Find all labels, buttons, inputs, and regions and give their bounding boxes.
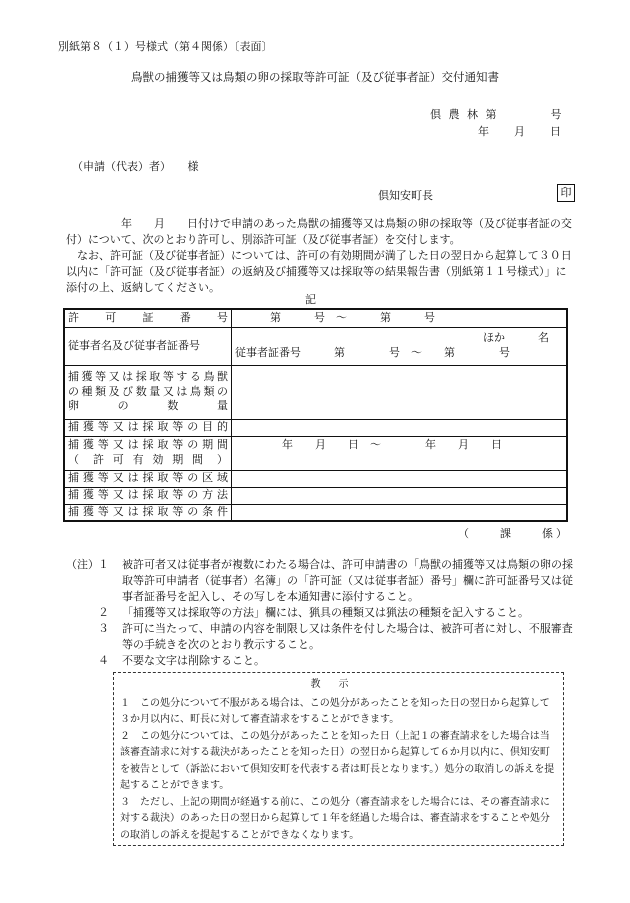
worker-count: ほか 名 xyxy=(483,331,549,345)
species-value xyxy=(232,365,568,419)
document-date: 年 月 日 xyxy=(478,125,562,138)
period-label-line-1: 捕獲等又は採取等の期間 xyxy=(68,438,228,452)
method-value xyxy=(232,487,568,504)
table-row xyxy=(64,487,567,504)
table-row xyxy=(64,470,567,487)
instruction-box xyxy=(113,672,564,846)
purpose-label: 捕獲等又は採取等の目的 xyxy=(64,419,232,436)
period-label xyxy=(64,436,232,470)
instruction-title: 教示 xyxy=(310,679,367,690)
area-label: 捕獲等又は採取等の区域 xyxy=(64,470,232,487)
document-number: 倶 農 林 第 号 xyxy=(430,108,564,121)
note-number: ４ xyxy=(98,654,109,667)
ki-heading: 記 xyxy=(305,293,316,306)
method-label: 捕獲等又は採取等の方法 xyxy=(64,487,232,504)
species-label-char: の xyxy=(117,399,129,413)
note-text: 「捕獲等又は採取等の方法」欄には、猟具の種類又は猟法の種類を記入すること。 xyxy=(122,606,529,619)
species-label-char: 卵 xyxy=(68,399,79,413)
note-text: 許可に当たって、申請の内容を制限し又は条件を付した場合は、被許可者に対し、不服審査等の手続きを次のとおり教示すること。 xyxy=(122,622,573,651)
notes-lead: （注） xyxy=(66,558,99,571)
species-label xyxy=(64,365,232,419)
note-item-1 xyxy=(66,557,576,605)
table-row xyxy=(64,419,567,436)
body-paragraph-2: なお、許可証（及び従事者証）については、許可の有効期間が満了した日の翌日から起算して３０日以内に「許可証（及び従事者証）の返納及び捕獲等又は採取等の結果報告書（別紙第１１号様式）」に添付の上、返納してください。 xyxy=(66,249,572,294)
note-text: 被許可者又は従事者が複数にわたる場合は、許可申請書の「鳥獣の捕獲等又は鳥類の卵の採取等許可申請者（従事者）名簿」の「許可証（又は従事者証）番号」欄に許可証番号又は従事者証番号を記入し、その写しを本通知書に添付すること。 xyxy=(122,558,573,603)
note-item-3 xyxy=(66,621,576,653)
note-item-4 xyxy=(66,653,576,669)
period-value: 年 月 日 ～ 年 月 日 xyxy=(232,436,568,470)
addressee: （申請（代表）者） 様 xyxy=(72,160,199,173)
worker-cert-number: 従事者証番号 第 号 ～ 第 号 xyxy=(235,346,510,359)
note-text: 不要な文字は削除すること。 xyxy=(122,654,265,667)
period-label-text: 許可有効期間 xyxy=(93,453,203,466)
note-number: ２ xyxy=(98,606,109,619)
species-label-line-3 xyxy=(68,399,228,414)
note-number: ３ xyxy=(98,622,109,635)
species-label-line-2: の種類及び数量又は鳥類の xyxy=(68,384,228,398)
body-paragraph-1: 年 月 日付けで申請のあった鳥獣の捕獲等又は鳥類の卵の採取等（及び従事者証の交付）について、次のとおり許可し、別添許可証（及び従事者証）を交付します。 xyxy=(66,217,572,246)
worker-label: 従事者名及び従事者証番号 xyxy=(64,327,232,365)
form-label: 別紙第８（１）号様式（第４関係）〔表面〕 xyxy=(58,40,273,53)
table-row xyxy=(64,436,567,470)
note-number: １ xyxy=(98,558,109,571)
note-item-2 xyxy=(66,605,576,621)
section-contact: （ 課 係） xyxy=(458,527,570,540)
sender: 倶知安町長 xyxy=(378,189,433,202)
instruction-item-3: ３ ただし、上記の期間が経過する前に、この処分（審査請求をした場合には、その審査請求に対する裁決）のあった日の翌日から起算して１年を経過した場合は、審査請求をすることや処分の取消しの訴えを提起することができなくなります。 xyxy=(120,796,550,841)
permit-number-value: 第 号 ～ 第 号 xyxy=(232,309,568,327)
period-label-paren: （ xyxy=(68,453,79,466)
species-label-line-1: 捕獲等又は採取等する鳥獣 xyxy=(68,369,228,383)
area-value xyxy=(232,470,568,487)
table-row xyxy=(64,327,567,365)
purpose-value xyxy=(232,419,568,436)
table-row xyxy=(64,365,567,419)
table-row xyxy=(64,504,567,521)
period-label-paren: ） xyxy=(217,453,228,466)
condition-label: 捕獲等又は採取等の条件 xyxy=(64,504,232,521)
permit-number-label: 許可証番号 xyxy=(64,309,232,327)
permit-table xyxy=(63,308,568,522)
condition-value xyxy=(232,504,568,521)
period-label-line-2 xyxy=(68,453,228,468)
instruction-item-2: ２ この処分については、この処分があったことを知った日（上記１の審査請求をした場合は当該審査請求に対する裁決があったことを知った日）の翌日から起算して６か月以内に、倶知安町を被告として（訴訟において倶知安町を代表する者は町長となります。）処分の取消しの訴えを提起することができます。 xyxy=(120,730,555,791)
body-text xyxy=(66,216,574,296)
instruction-item-1: １ この処分について不服がある場合は、この処分があったことを知った日の翌日から起算して３か月以内に、町長に対して審査請求をすることができます。 xyxy=(120,697,550,725)
notes xyxy=(66,557,576,669)
document-title: 鳥獣の捕獲等又は鳥類の卵の採取等許可証（及び従事者証）交付通知書 xyxy=(131,70,499,84)
species-label-char: 数 xyxy=(167,399,179,413)
species-label-char: 量 xyxy=(216,399,228,413)
seal-stamp: 印 xyxy=(557,184,575,202)
worker-value xyxy=(232,327,568,365)
table-row xyxy=(64,309,567,327)
